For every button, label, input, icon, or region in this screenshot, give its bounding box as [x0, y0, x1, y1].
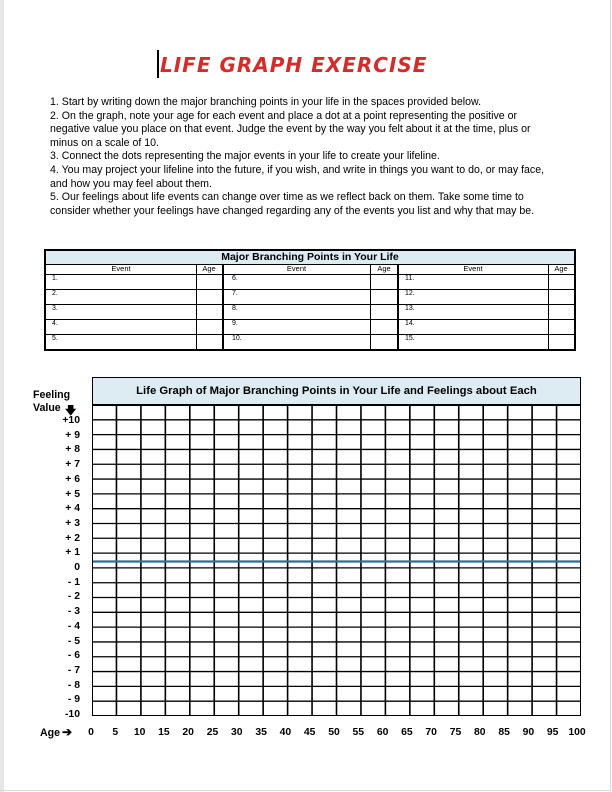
- table-divider: [370, 264, 371, 349]
- event-header-3: Event: [463, 264, 483, 273]
- y-tick-label: -10: [64, 709, 80, 720]
- x-tick-label: 50: [328, 727, 340, 738]
- instruction-1: 1. Start by writing down the major branching points in your life in the spaces provided below.: [50, 96, 482, 108]
- x-tick-label: 95: [546, 727, 559, 738]
- y-tick-label: - 8: [67, 679, 80, 691]
- y-tick-label: - 3: [67, 606, 80, 618]
- y-tick-label: + 6: [65, 473, 80, 485]
- row-number: 15.: [405, 335, 415, 342]
- y-tick-label: + 9: [65, 429, 80, 441]
- x-tick-label: 25: [206, 727, 219, 738]
- y-tick-label: - 1: [67, 576, 80, 588]
- page-edge: [0, 0, 4, 792]
- x-tick-label: 10: [133, 727, 146, 738]
- table-title: Major Branching Points in Your Life: [46, 251, 574, 265]
- x-tick-label: 90: [522, 727, 535, 738]
- chart-title: Life Graph of Major Branching Points in Your Life and Feelings about Each: [92, 377, 581, 405]
- x-tick-label: 20: [182, 727, 194, 738]
- age-header-2: Age: [377, 264, 391, 273]
- y-tick-label: 0: [74, 562, 80, 573]
- age-header-3: Age: [554, 264, 568, 273]
- y-tick-label: + 1: [65, 547, 80, 559]
- x-tick-label: 30: [231, 727, 243, 738]
- x-tick-label: 0: [88, 727, 94, 738]
- y-tick-label: + 3: [65, 517, 80, 529]
- y-tick-label: - 9: [67, 694, 80, 706]
- row-number: 7.: [232, 290, 238, 297]
- row-number: 1.: [52, 275, 58, 282]
- instruction-5: 5. Our feelings about life events can change over time as we reflect back on them. Take some time to consider whether your feelings have changed regarding any of the events you list and why that may be.: [50, 191, 535, 217]
- table-row-line: [46, 319, 574, 320]
- instruction-2: 2. On the graph, note your age for each event and place a dot at a point representing the positive or negative value you place on that event. Judge the event by the way you felt about it at the time, plus or minus on a scale of 10.: [50, 109, 531, 149]
- text-cursor: [157, 50, 159, 78]
- table-row-line: [46, 289, 574, 290]
- row-number: 6.: [232, 275, 238, 282]
- table-divider: [548, 264, 549, 349]
- event-header-1: Event: [111, 264, 131, 273]
- table-divider: [397, 264, 399, 349]
- x-tick-label: 100: [568, 727, 586, 738]
- row-number: 2.: [52, 290, 58, 297]
- y-tick-label: + 2: [65, 532, 80, 544]
- y-tick-label: - 7: [67, 664, 80, 676]
- table-divider: [222, 264, 224, 349]
- instructions: [50, 96, 560, 218]
- graph-frame: [92, 405, 581, 716]
- row-number: 13.: [405, 305, 415, 312]
- x-tick-label: 65: [401, 727, 413, 738]
- x-tick-label: 15: [158, 727, 170, 738]
- y-tick-label: - 2: [67, 591, 80, 603]
- table-row-line: [46, 274, 574, 275]
- page-title: LIFE GRAPH EXERCISE: [160, 53, 428, 77]
- x-tick-label: 70: [425, 727, 437, 738]
- event-header-2: Event: [286, 264, 307, 273]
- x-tick-label: 45: [303, 727, 316, 738]
- row-number: 5.: [52, 335, 58, 342]
- y-tick-label: +10: [62, 415, 80, 426]
- y-tick-label: - 4: [67, 620, 80, 632]
- y-tick-label: + 8: [65, 444, 80, 456]
- row-number: 4.: [52, 320, 58, 327]
- y-tick-label: + 5: [65, 488, 80, 500]
- row-number: 14.: [405, 320, 415, 327]
- x-tick-label: 55: [352, 727, 365, 738]
- x-tick-label: 80: [474, 727, 486, 738]
- x-tick-label: 35: [255, 727, 267, 738]
- x-tick-label: 85: [498, 727, 510, 738]
- y-tick-label: + 7: [65, 459, 80, 471]
- y-tick-label: + 4: [65, 503, 80, 515]
- row-number: 11.: [405, 275, 415, 282]
- table-divider: [196, 264, 197, 349]
- instruction-4: 4. You may project your lifeline into the future, if you wish, and write in things you want to do, or may face, and how you may feel about them.: [50, 163, 545, 190]
- y-tick-label: - 6: [67, 650, 80, 662]
- row-number: 3.: [52, 305, 58, 312]
- row-number: 8.: [232, 305, 238, 312]
- y-axis-label: Feeling Value: [33, 389, 71, 414]
- age-header-1: Age: [202, 264, 216, 273]
- x-tick-label: 40: [279, 727, 292, 738]
- table-row-line: [46, 304, 574, 305]
- row-number: 12.: [405, 290, 415, 297]
- y-tick-label: - 5: [67, 635, 80, 647]
- x-tick-label: 75: [449, 727, 462, 738]
- branching-points-table: [44, 249, 576, 351]
- arrow-down-icon: 🡇: [65, 405, 77, 417]
- table-row-line: [46, 334, 574, 335]
- x-tick-label: 5: [112, 727, 119, 738]
- x-axis-label: Age: [40, 727, 61, 739]
- arrow-right-icon: ➔: [62, 725, 73, 739]
- row-number: 10.: [232, 335, 242, 342]
- x-tick-label: 60: [376, 727, 389, 738]
- instruction-3: 3. Connect the dots representing the major events in your life to create your lifeline.: [50, 150, 440, 163]
- row-number: 9.: [232, 320, 238, 327]
